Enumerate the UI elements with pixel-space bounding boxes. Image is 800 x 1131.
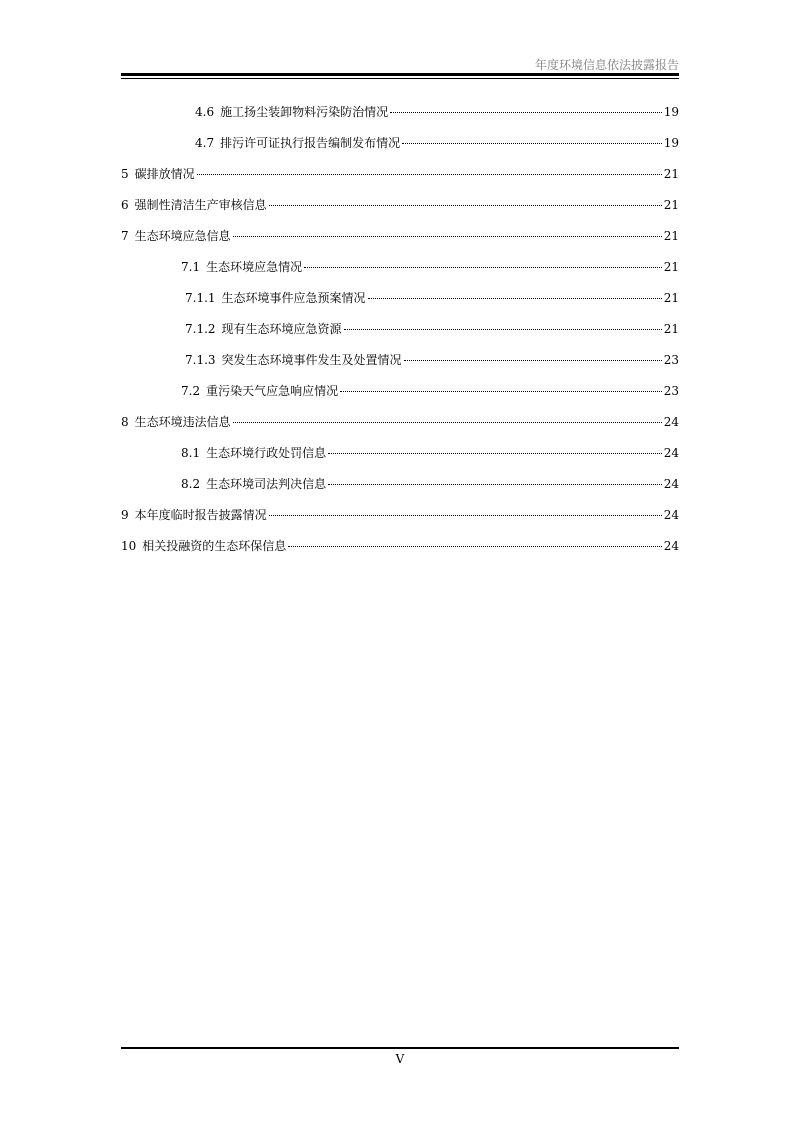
toc-entry[interactable] <box>121 348 679 379</box>
toc-entry-page: 21 <box>663 322 679 336</box>
toc-entry[interactable] <box>121 441 679 472</box>
toc-entry[interactable] <box>121 255 679 286</box>
toc-dot-leader <box>328 453 662 454</box>
toc-entry-page: 21 <box>663 260 679 274</box>
toc-entry-number: 7.1.3 <box>185 353 216 367</box>
toc-entry-title: 相关投融资的生态环保信息 <box>142 539 287 553</box>
toc-entry-title: 突发生态环境事件发生及处置情况 <box>221 353 402 367</box>
toc-entry-number: 6 <box>121 198 129 212</box>
toc-entry-title: 生态环境应急信息 <box>134 229 231 243</box>
toc-entry[interactable] <box>121 410 679 441</box>
toc-dot-leader <box>197 174 662 175</box>
toc-entry-number: 9 <box>121 508 129 522</box>
toc-entry-title: 生态环境应急情况 <box>206 260 303 274</box>
toc-entry[interactable] <box>121 224 679 255</box>
toc-entry-title: 生态环境事件应急预案情况 <box>221 291 366 305</box>
toc-entry-page: 21 <box>663 198 679 212</box>
toc-entry-page: 21 <box>663 167 679 181</box>
toc-entry[interactable] <box>121 379 679 410</box>
toc-entry-number: 7.1 <box>181 260 201 274</box>
toc-dot-leader <box>233 236 662 237</box>
toc-dot-leader <box>340 391 662 392</box>
toc-entry-number: 4.7 <box>195 136 215 150</box>
toc-entry-page: 24 <box>663 508 679 522</box>
toc-dot-leader <box>304 267 662 268</box>
toc-dot-leader <box>269 205 662 206</box>
toc-entry-title: 本年度临时报告披露情况 <box>134 508 267 522</box>
toc-entry-page: 23 <box>663 353 679 367</box>
toc-entry[interactable] <box>121 472 679 503</box>
toc-entry[interactable] <box>121 503 679 534</box>
toc-entry-title: 生态环境违法信息 <box>134 415 231 429</box>
toc-dot-leader <box>269 515 662 516</box>
page-number: V <box>395 1052 405 1066</box>
toc-dot-leader <box>368 298 662 299</box>
footer-rule <box>121 1047 679 1049</box>
toc-entry-number: 7.2 <box>181 384 201 398</box>
toc-entry-number: 7 <box>121 229 129 243</box>
toc-entry-number: 7.1.2 <box>185 322 216 336</box>
toc-entry-title: 强制性清洁生产审核信息 <box>134 198 267 212</box>
toc-entry-title: 施工扬尘装卸物料污染防治情况 <box>220 105 389 119</box>
running-header-title: 年度环境信息依法披露报告 <box>534 58 679 72</box>
toc-entry-number: 7.1.1 <box>185 291 216 305</box>
toc-entry-number: 8.2 <box>181 477 201 491</box>
toc-entry-page: 24 <box>663 539 679 553</box>
toc-dot-leader <box>344 329 662 330</box>
toc-entry-page: 24 <box>663 477 679 491</box>
toc-entry[interactable] <box>121 162 679 193</box>
toc-entry-page: 21 <box>663 291 679 305</box>
toc-dot-leader <box>402 143 662 144</box>
toc-dot-leader <box>404 360 662 361</box>
toc-entry-page: 23 <box>663 384 679 398</box>
toc-entry-page: 24 <box>663 446 679 460</box>
toc-dot-leader <box>233 422 662 423</box>
toc-entry-page: 24 <box>663 415 679 429</box>
toc-entry-number: 8.1 <box>181 446 201 460</box>
toc-entry[interactable] <box>121 131 679 162</box>
toc-dot-leader <box>288 546 661 547</box>
toc-entry-title: 碳排放情况 <box>134 167 195 181</box>
header-rule-thick <box>121 73 679 76</box>
toc-dot-leader <box>390 112 662 113</box>
toc-entry-number: 10 <box>121 539 137 553</box>
toc-entry[interactable] <box>121 317 679 348</box>
toc-entry[interactable] <box>121 286 679 317</box>
table-of-contents <box>121 100 679 565</box>
toc-entry-title: 排污许可证执行报告编制发布情况 <box>220 136 401 150</box>
toc-entry-title: 生态环境行政处罚信息 <box>206 446 327 460</box>
toc-entry-title: 现有生态环境应急资源 <box>221 322 342 336</box>
toc-entry-page: 21 <box>663 229 679 243</box>
toc-entry-page: 19 <box>663 105 679 119</box>
toc-entry-number: 4.6 <box>195 105 215 119</box>
toc-entry-page: 19 <box>663 136 679 150</box>
toc-entry[interactable] <box>121 193 679 224</box>
toc-entry-title: 重污染天气应急响应情况 <box>206 384 339 398</box>
toc-entry-number: 8 <box>121 415 129 429</box>
toc-entry-title: 生态环境司法判决信息 <box>206 477 327 491</box>
toc-entry[interactable] <box>121 534 679 565</box>
toc-entry-number: 5 <box>121 167 129 181</box>
header-rule-thin <box>121 78 679 79</box>
toc-entry[interactable] <box>121 100 679 131</box>
toc-dot-leader <box>328 484 662 485</box>
